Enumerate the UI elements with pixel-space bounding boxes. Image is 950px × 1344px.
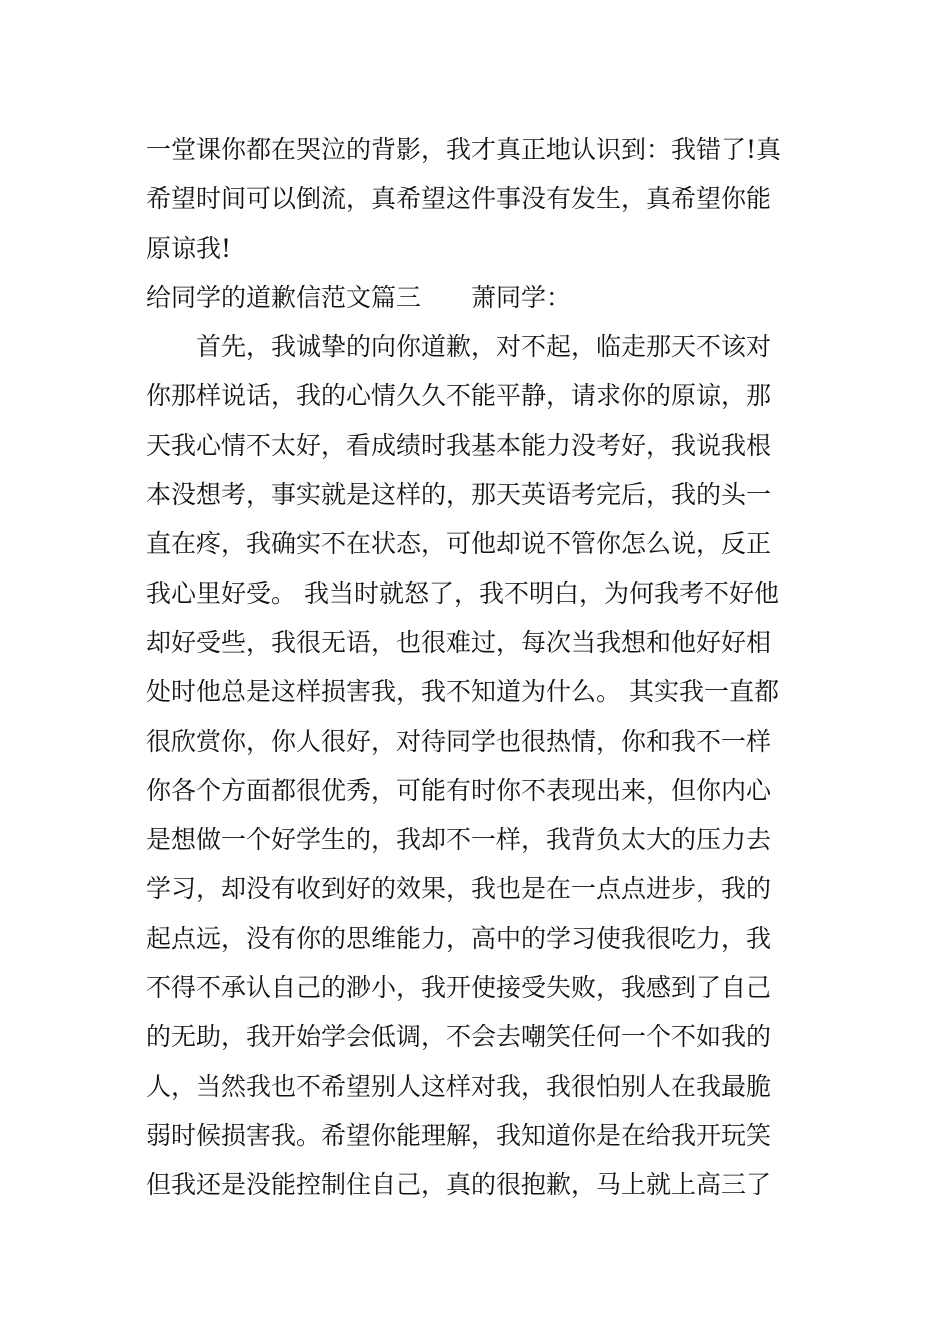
letter-body: [146, 125, 826, 1210]
text-line: 不得不承认自己的渺小，我开使接受失败，我感到了自己: [146, 973, 772, 1003]
text-line: 你各个方面都很优秀，可能有时你不表现出来，但你内心: [146, 775, 772, 805]
text-line: 原谅我!: [146, 233, 232, 263]
text-line: 学习，却没有收到好的效果，我也是在一点点进步，我的: [146, 874, 772, 904]
text-line: 你那样说话，我的心情久久不能平静，请求你的原谅，那: [146, 381, 772, 411]
text-line: 本没想考，事实就是这样的，那天英语考完后，我的头一: [146, 480, 772, 510]
text-line: 天我心情不太好，看成绩时我基本能力没考好，我说我根: [146, 430, 772, 460]
text-line: 直在疼，我确实不在状态，可他却说不管你怎么说，反正: [146, 529, 772, 559]
text-line: 我心里好受。 我当时就怒了，我不明白，为何我考不好他: [146, 578, 779, 608]
text-line: 起点远，没有你的思维能力，高中的学习使我很吃力，我: [146, 923, 772, 953]
text-line: 却好受些，我很无语，也很难过，每次当我想和他好好相: [146, 627, 772, 657]
text-line: 的无助，我开始学会低调，不会去嘲笑任何一个不如我的: [146, 1022, 772, 1052]
text-line: 一堂课你都在哭泣的背影，我才真正地认识到：我错了!真: [146, 135, 782, 164]
text-line: 处时他总是这样损害我，我不知道为什么。 其实我一直都: [146, 677, 779, 707]
text-line: 首先，我诚挚的向你道歉，对不起，临走那天不该对: [146, 332, 772, 362]
text-line: 人，当然我也不希望别人这样对我，我很怕别人在我最脆: [146, 1071, 772, 1101]
text-line: 很欣赏你，你人很好，对待同学也很热情，你和我不一样: [146, 726, 772, 756]
text-line: 是想做一个好学生的，我却不一样，我背负太大的压力去: [146, 825, 772, 855]
text-line: 但我还是没能控制住自己，真的很抱歉，马上就上高三了: [146, 1170, 772, 1200]
text-line: 希望时间可以倒流，真希望这件事没有发生，真希望你能: [146, 184, 772, 214]
section-heading-line: 给同学的道歉信范文篇三 萧同学：: [146, 282, 572, 312]
text-line: 弱时候损害我。希望你能理解，我知道你是在给我开玩笑: [146, 1120, 772, 1150]
